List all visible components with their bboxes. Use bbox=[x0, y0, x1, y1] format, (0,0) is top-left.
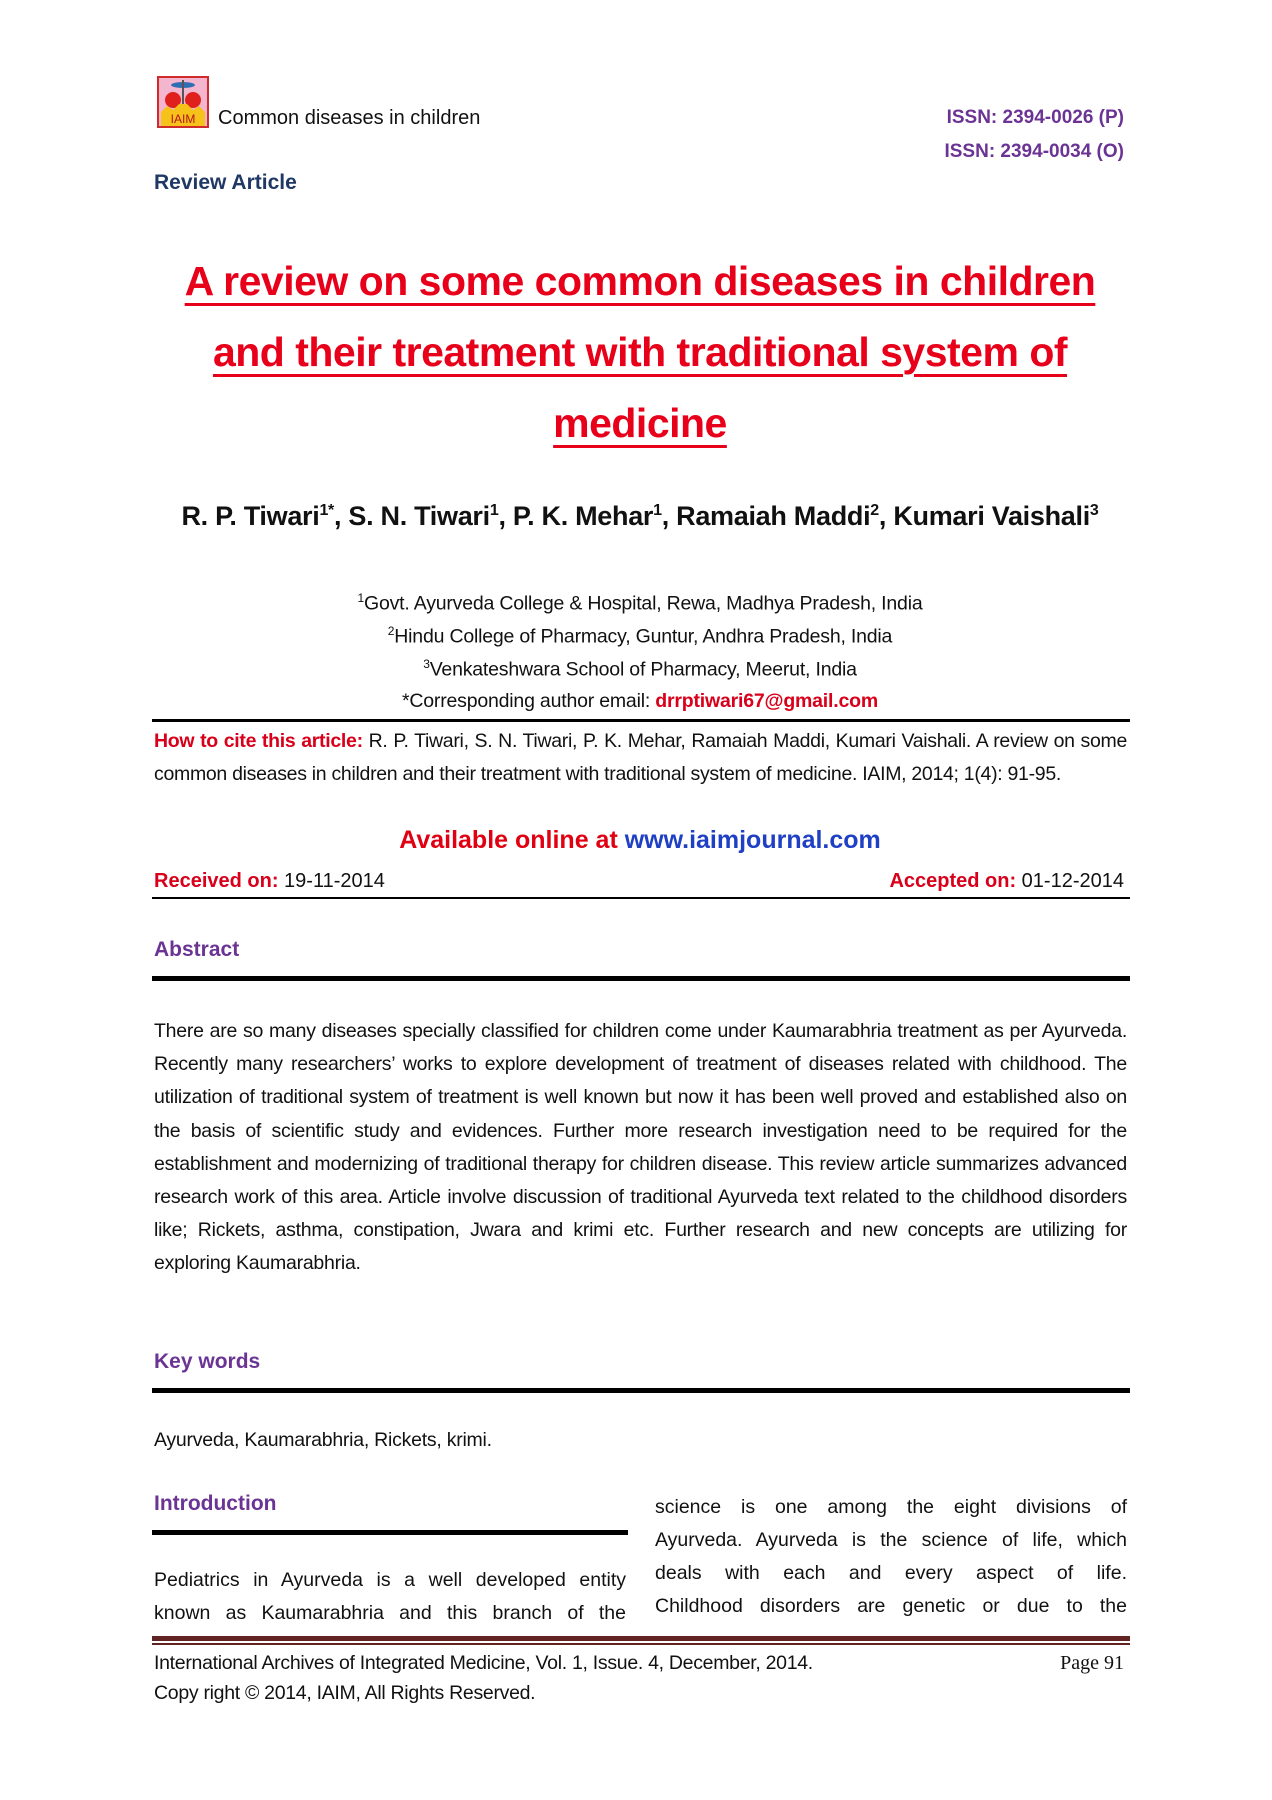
corresponding-email-link[interactable]: drrptiwari67@gmail.com bbox=[655, 690, 878, 712]
issn-online: ISSN: 2394-0034 (O) bbox=[944, 141, 1124, 162]
author-list bbox=[150, 491, 1130, 536]
citation-text: R. P. Tiwari, S. N. Tiwari, P. K. Mehar, Ramaiah Maddi, Kumari Vaishali. A review on some common diseases in children and their treatment with traditional system of medicine. IAIM, 2014; 1(4): 91-95. bbox=[154, 730, 1128, 785]
keywords-text: Ayurveda, Kaumarabhria, Rickets, krimi. bbox=[154, 1429, 492, 1451]
keywords-heading: Key words bbox=[154, 1350, 261, 1373]
introduction-right-column: science is one among the eight divisions of Ayurveda. Ayurveda is the science of life, which deals with each and every aspect of life. Childhood disorders are genetic or due to the bbox=[655, 1496, 1127, 1617]
svg-text:IAIM: IAIM bbox=[170, 112, 196, 126]
page-number: Page 91 bbox=[1060, 1652, 1124, 1674]
divider bbox=[152, 719, 1130, 722]
introduction-left-column: Pediatrics in Ayurveda is a well developed entity known as Kaumarabhria and this branch of the bbox=[154, 1569, 626, 1624]
running-title: Common diseases in children bbox=[218, 107, 481, 129]
issn-print: ISSN: 2394-0026 (P) bbox=[946, 107, 1124, 128]
author: S. N. Tiwari$^1$, bbox=[348, 501, 513, 531]
section-rule bbox=[152, 1388, 1130, 1393]
divider bbox=[152, 897, 1130, 899]
author: P. K. Mehar$^1$, bbox=[512, 501, 677, 531]
footer-journal-info: International Archives of Integrated Medicine, Vol. 1, Issue. 4, December, 2014. bbox=[154, 1652, 813, 1674]
abstract-heading: Abstract bbox=[154, 938, 240, 961]
corresponding-author: *Corresponding author email: drrptiwari67@gmail.com bbox=[402, 690, 878, 712]
journal-website-link[interactable]: www.iaimjournal.com bbox=[624, 826, 881, 854]
citation-block bbox=[154, 725, 1127, 791]
author: R. P. Tiwari$^{1*}$, bbox=[181, 501, 349, 531]
footer-rule bbox=[152, 1643, 1130, 1645]
introduction-heading: Introduction bbox=[154, 1492, 277, 1515]
affiliation: $^1$Govt. Ayurveda College & Hospital, Rewa, Madhya Pradesh, India bbox=[357, 591, 923, 615]
article-type: Review Article bbox=[154, 171, 297, 194]
section-rule bbox=[152, 976, 1130, 981]
footer-rule bbox=[152, 1636, 1130, 1641]
section-rule bbox=[152, 1530, 628, 1535]
affiliation: $^2$Hindu College of Pharmacy, Guntur, Andhra Pradesh, India bbox=[387, 624, 893, 648]
article-title: A review on some common diseases in children and their treatment with traditional system of medicine bbox=[184, 258, 1096, 446]
footer-copyright: Copy right © 2014, IAIM, All Rights Reserved. bbox=[154, 1682, 536, 1704]
received-date: Received on: 19-11-2014 bbox=[154, 870, 385, 892]
accepted-date: Accepted on: 01-12-2014 bbox=[889, 870, 1124, 892]
affiliation: $^3$Venkateshwara School of Pharmacy, Meerut, India bbox=[423, 657, 857, 681]
iaim-logo-icon bbox=[157, 76, 209, 128]
author: Ramaiah Maddi$^2$, bbox=[676, 501, 894, 531]
abstract-text: There are so many diseases specially classified for children come under Kaumarabhria treatment as per Ayurveda. Recently many researchers’ works to explore development of treatment of diseases related with childhood. The utilization of traditional system of treatment is well known but now it has been well proved and established also on the basis of scientific study and evidences. Further more research investigation need to be required for the establishment and modernizing of traditional therapy for children disease. This review article summarizes advanced research work of this area. Article involve discussion of traditional Ayurveda text related to the childhood disorders like; Rickets, asthma, constipation, Jwara and krimi etc. Further research and new concepts are utilizing for exploring Kaumarabhria. bbox=[154, 1020, 1127, 1275]
author: Kumari Vaishali$^3$ bbox=[893, 501, 1099, 531]
citation-label: How to cite this article: bbox=[154, 730, 363, 752]
iaim-logo bbox=[157, 76, 209, 128]
availability-line: Available online at www.iaimjournal.com bbox=[399, 826, 881, 854]
